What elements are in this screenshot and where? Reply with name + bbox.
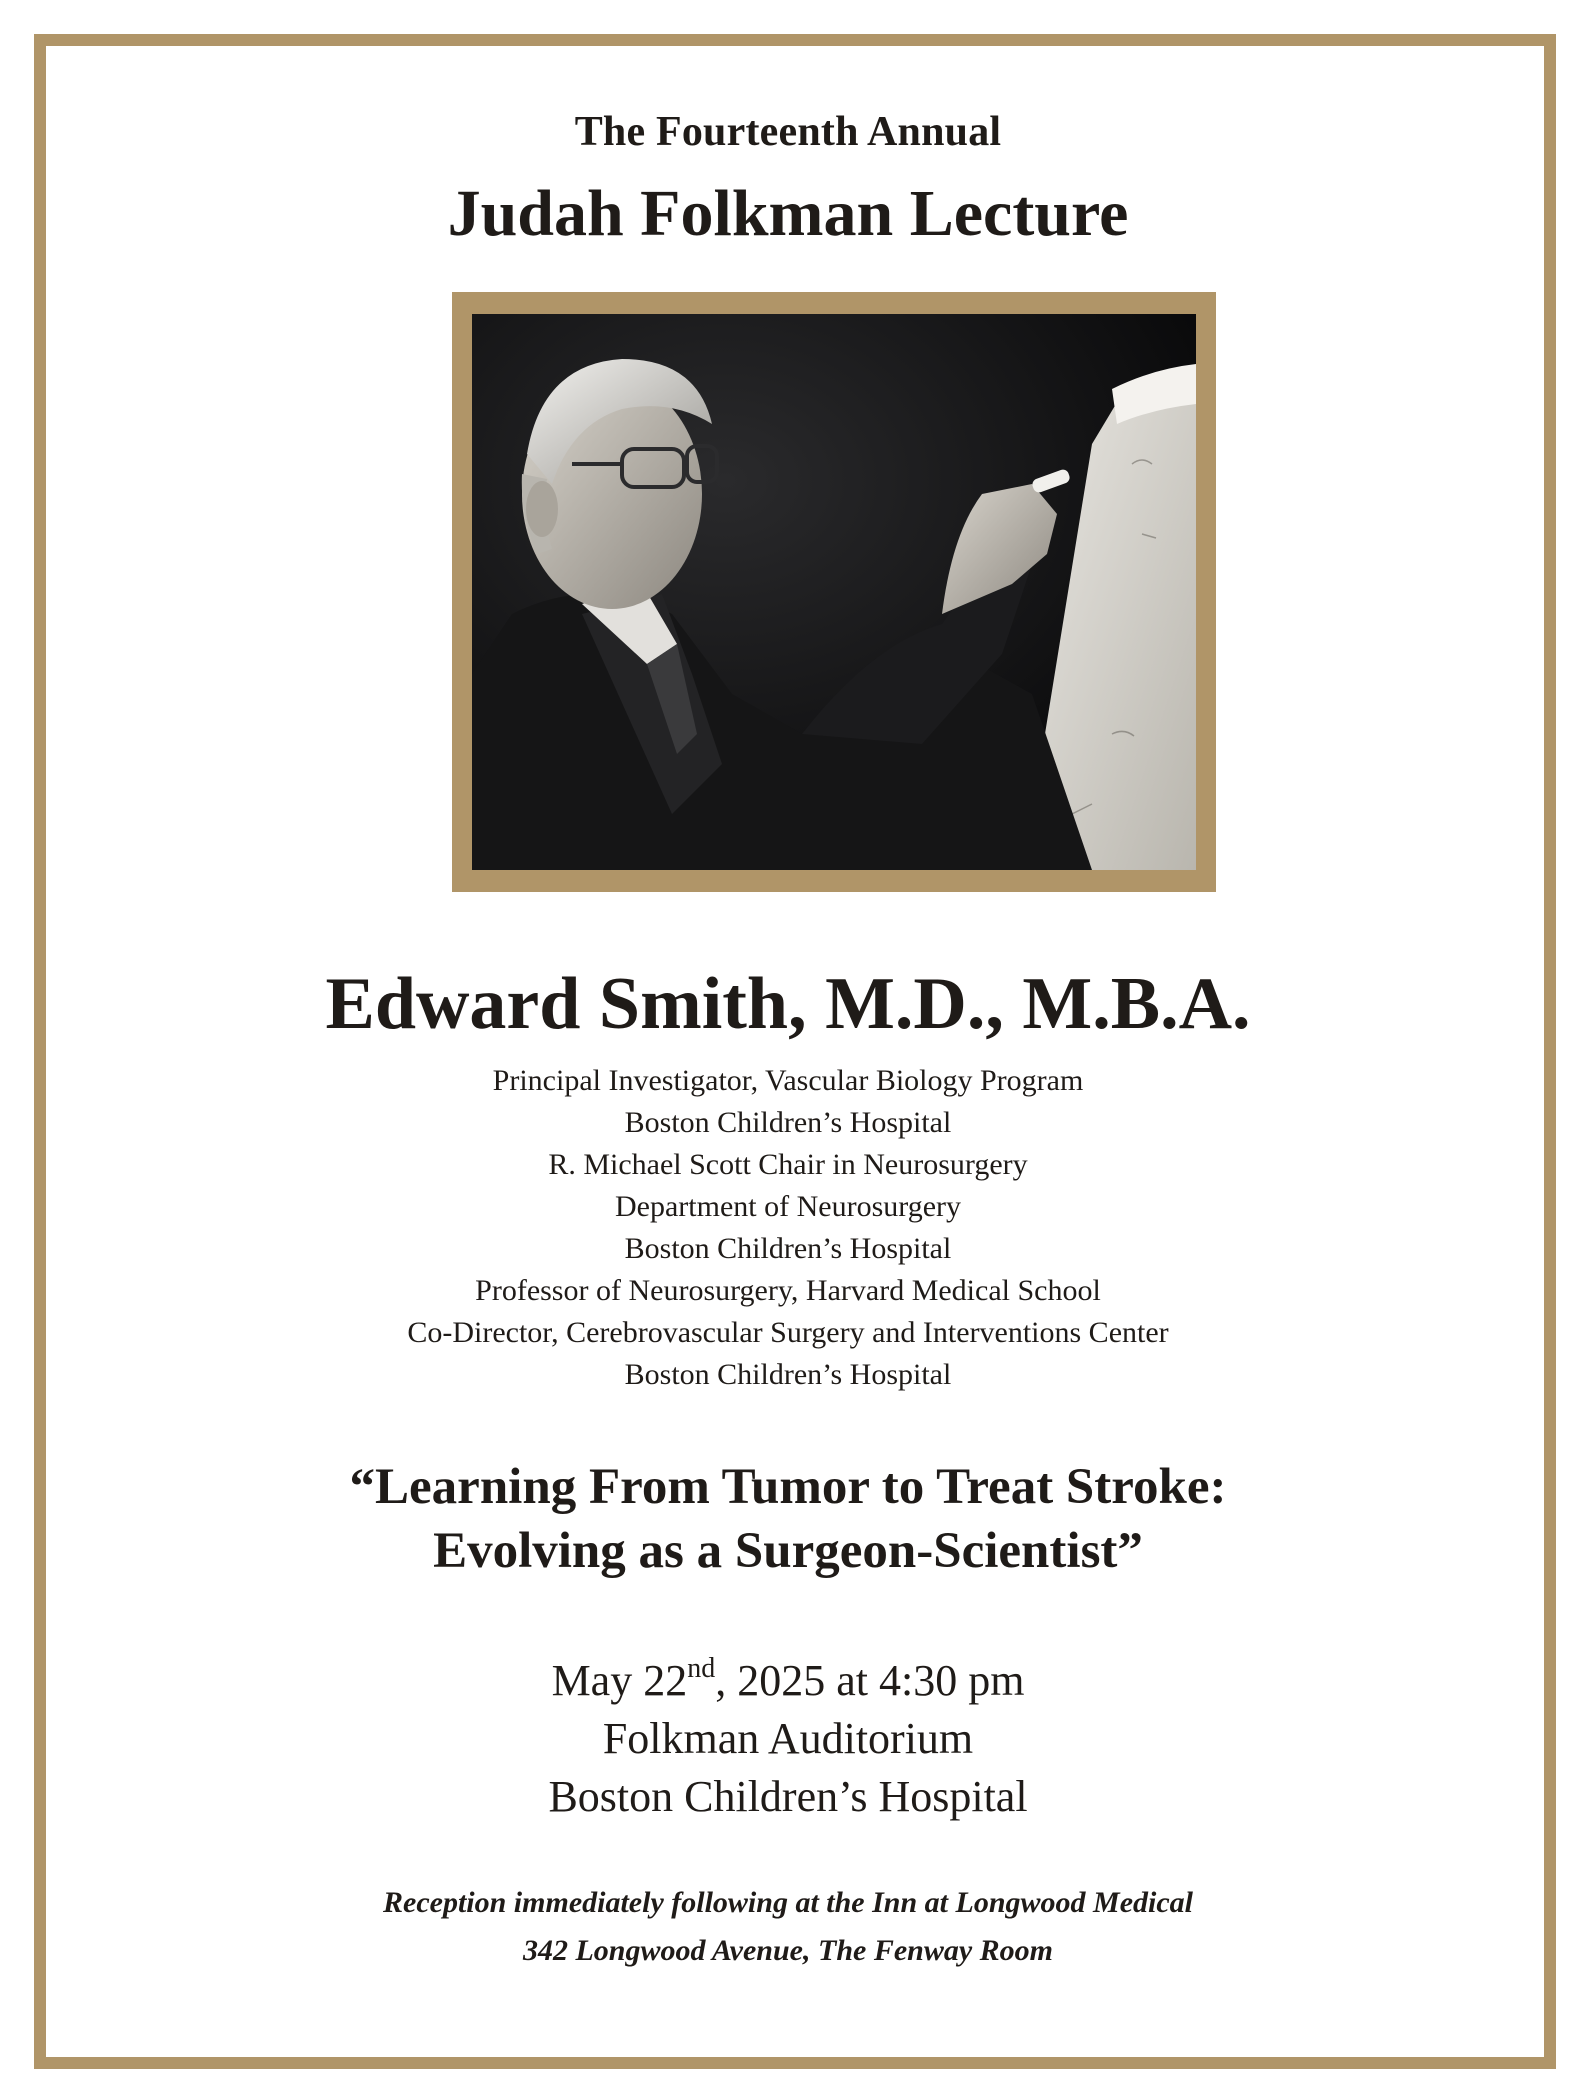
talk-title-line-2: Evolving as a Surgeon-Scientist” xyxy=(433,1523,1143,1579)
affiliation-line: Professor of Neurosurgery, Harvard Medical School xyxy=(475,1274,1101,1307)
speaker-portrait-photo xyxy=(472,314,1196,870)
talk-title xyxy=(0,1455,1576,1583)
event-date-year-time: , 2025 at 4:30 pm xyxy=(715,1656,1025,1705)
affiliation-line: Principal Investigator, Vascular Biology Program xyxy=(492,1064,1084,1097)
affiliation-line: Co-Director, Cerebrovascular Surgery and Interventions Center xyxy=(407,1316,1169,1349)
reception-info xyxy=(0,1879,1576,1975)
portrait-photo-icon xyxy=(472,314,1196,870)
talk-title-line-1: “Learning From Tumor to Treat Stroke: xyxy=(349,1459,1227,1515)
photo-frame xyxy=(452,292,1216,892)
affiliation-line: Boston Children’s Hospital xyxy=(624,1358,952,1391)
event-venue: Folkman Auditorium xyxy=(602,1714,974,1763)
event-institution: Boston Children’s Hospital xyxy=(548,1772,1028,1821)
event-date-month-day: May 22 xyxy=(551,1656,688,1705)
event-date-time xyxy=(0,1652,1576,1710)
affiliation-line: Boston Children’s Hospital xyxy=(624,1106,952,1139)
reception-line-2: 342 Longwood Avenue, The Fenway Room xyxy=(522,1934,1053,1967)
lecture-series-label: The Fourteenth Annual xyxy=(574,109,1002,155)
affiliation-line: Boston Children’s Hospital xyxy=(624,1232,952,1265)
event-date-suffix: nd xyxy=(687,1653,716,1684)
speaker-name: Edward Smith, M.D., M.B.A. xyxy=(325,963,1251,1045)
lecture-title: Judah Folkman Lecture xyxy=(447,177,1129,250)
affiliation-line: Department of Neurosurgery xyxy=(615,1190,961,1223)
event-details xyxy=(0,1652,1576,1826)
affiliation-line: R. Michael Scott Chair in Neurosurgery xyxy=(548,1148,1028,1181)
reception-line-1: Reception immediately following at the Inn at Longwood Medical xyxy=(383,1886,1193,1919)
speaker-affiliations xyxy=(0,1060,1576,1396)
